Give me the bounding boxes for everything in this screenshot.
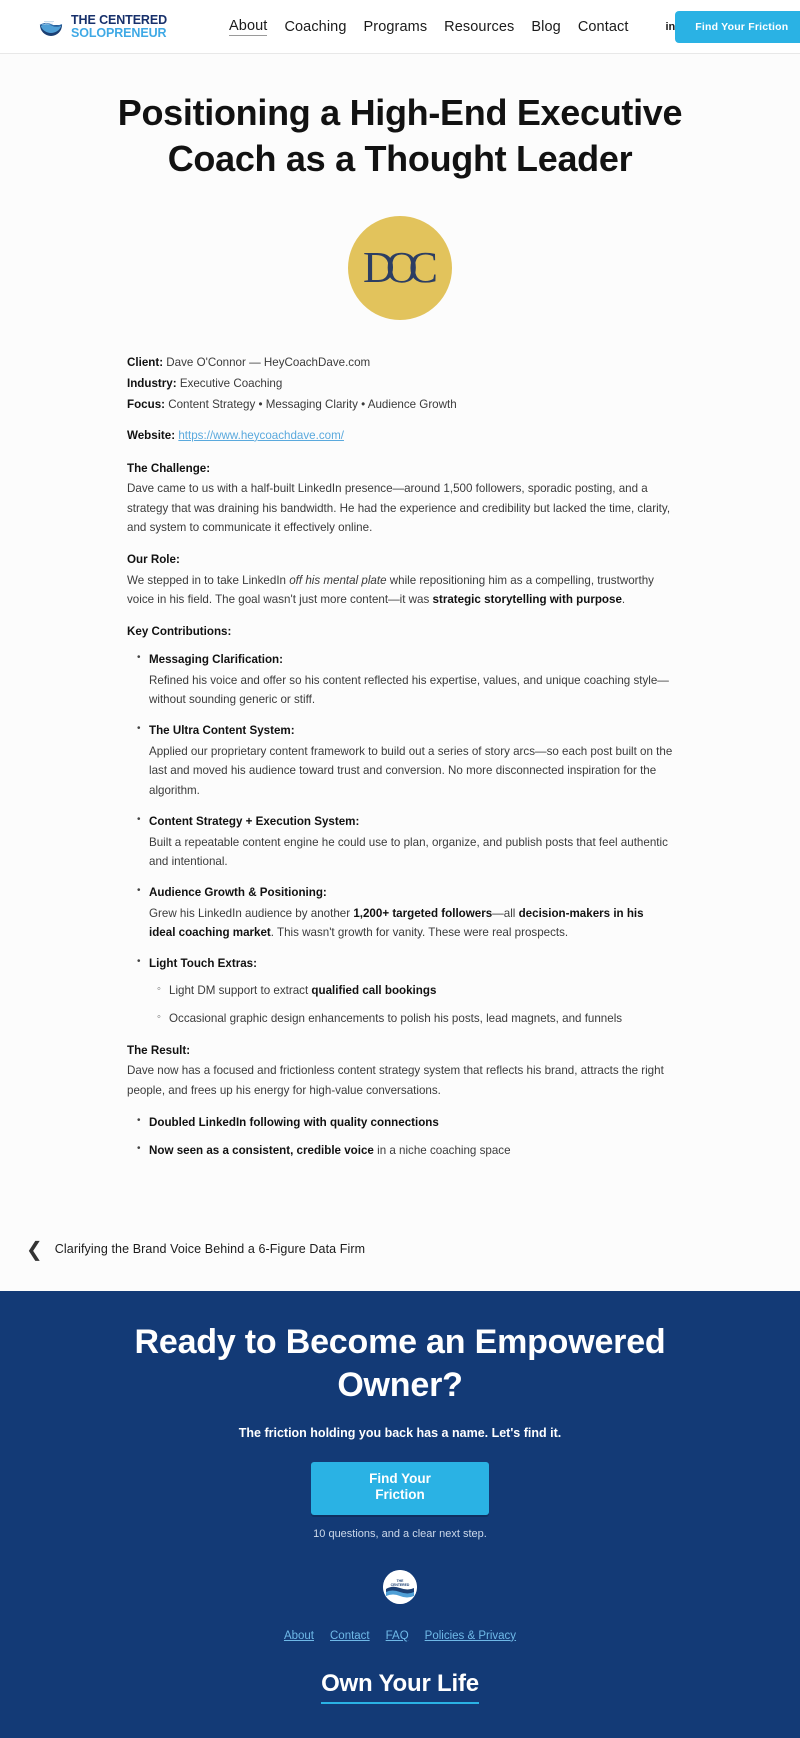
nav-item-programs[interactable]: Programs [363, 18, 428, 35]
meta-industry-label: Industry: [127, 377, 177, 391]
article-body [127, 320, 673, 1160]
post-navigation [0, 1169, 800, 1291]
brand-line-1: THE CENTERED [71, 12, 168, 27]
contribution-body: Built a repeatable content engine he could use to plan, organize, and publish posts that feel authentic and intentional. [149, 835, 668, 868]
list-item [149, 722, 673, 799]
results-list [127, 1114, 673, 1161]
extra-text: Light DM support to extract [169, 984, 312, 998]
footer-link-faq[interactable]: FAQ [385, 1629, 409, 1642]
role-text-bold: strategic storytelling with purpose [432, 593, 622, 607]
result-text: in a niche coaching space [373, 1143, 511, 1157]
contribution-text-1: Grew his LinkedIn audience by another [149, 906, 354, 920]
meta-industry-value: Executive Coaching [176, 377, 283, 391]
nav-item-about[interactable]: About [229, 17, 268, 34]
list-item [169, 1010, 673, 1029]
result-heading: The Result: [127, 1043, 191, 1057]
cta-subtitle: The friction holding you back has a name. Let's find it. [238, 1425, 562, 1440]
cta-find-your-friction-button[interactable] [311, 1462, 489, 1515]
linkedin-icon[interactable]: in [665, 20, 676, 33]
nav-item-contact[interactable]: Contact [577, 18, 629, 35]
meta-client-value: Dave O'Connor — HeyCoachDave.com [163, 356, 371, 370]
contributions-heading: Key Contributions: [127, 625, 232, 639]
contribution-bold-1: 1,200+ targeted followers [353, 906, 493, 920]
result-block [127, 1042, 673, 1161]
role-text-3: . [621, 593, 626, 607]
meta-focus [127, 396, 673, 415]
meta-focus-label: Focus: [127, 398, 166, 411]
meta-client [127, 354, 673, 373]
meta-industry [127, 375, 673, 394]
nav-item-blog[interactable]: Blog [531, 18, 561, 35]
role-heading: Our Role: [127, 553, 180, 567]
cta-button-line-2: Friction [375, 1487, 425, 1503]
svg-text:THE: THE [396, 1578, 404, 1583]
meta-website [127, 427, 673, 446]
svg-text:CENTERED: CENTERED [390, 1582, 410, 1587]
contribution-body: Applied our proprietary content framework to build out a series of story arcs—so each post built on the last and moved his audience toward trust and conversion. No more disconnected inspiration for the algorithm. [149, 745, 673, 797]
brand-logo[interactable] [38, 14, 167, 40]
chevron-left-icon[interactable]: ❮ [26, 1237, 43, 1262]
contribution-body [149, 904, 673, 942]
list-item [149, 955, 673, 1028]
footer-bowl-wave-icon [383, 1570, 417, 1604]
site-header [0, 0, 800, 54]
contribution-bold-2: decision-makers in his ideal coaching market [149, 906, 644, 940]
list-item [149, 884, 673, 942]
article-container [0, 54, 800, 1291]
role-text-2: while repositioning him as a compelling, trustworthy voice in his field. The goal wasn't just more content—it was [127, 573, 654, 607]
role-text-italic: off his mental plate [289, 573, 387, 587]
meta-website-label: Website: [127, 428, 176, 442]
client-website-link[interactable]: https://www.heycoachdave.com/ [178, 428, 344, 442]
contribution-title: • The Ultra Content System: [149, 724, 295, 738]
main-navigation [229, 18, 675, 36]
nav-item-coaching[interactable]: Coaching [284, 18, 347, 35]
contribution-text-3: . This wasn't growth for vanity. These were real prospects. [270, 926, 569, 940]
footer-link-about[interactable]: About [283, 1629, 314, 1642]
extra-bold: qualified call bookings [311, 984, 437, 998]
client-monogram: DOC [363, 243, 429, 293]
extra-text: Occasional graphic design enhancements to polish his posts, lead magnets, and funnels [169, 1011, 623, 1025]
footer-tagline-wrap [0, 1642, 800, 1704]
contribution-title: • Messaging Clarification: [149, 653, 283, 667]
result-body: Dave now has a focused and frictionless content strategy system that reflects his brand, attracts the right people, and frees up his energy for high-value conversations. [127, 1064, 664, 1097]
list-item [149, 1114, 673, 1133]
contributions-list [127, 651, 673, 1029]
list-item [149, 1142, 673, 1161]
footer-tagline: Own Your Life [321, 1670, 479, 1704]
result-bold: Doubled LinkedIn following with quality connections [149, 1115, 439, 1129]
contribution-title: • Light Touch Extras: [149, 957, 257, 971]
brand-line-2: SOLOPRENEUR [71, 25, 167, 40]
footer-logo-wrap [0, 1570, 800, 1604]
role-text-1: We stepped in to take LinkedIn [127, 573, 290, 587]
list-item [169, 982, 673, 1001]
cta-note: 10 questions, and a clear next step. [313, 1527, 487, 1540]
bowl-wave-icon [38, 16, 64, 38]
nav-item-resources[interactable]: Resources [444, 18, 515, 35]
page-title: Positioning a High-End Executive Coach as a Thought Leader [117, 92, 683, 179]
list-item [149, 651, 673, 709]
role-body [127, 571, 673, 609]
footer-link-contact[interactable]: Contact [330, 1629, 370, 1642]
footer-link-policies-privacy[interactable]: Policies & Privacy [424, 1629, 517, 1642]
result-bold: Now seen as a consistent, credible voice [149, 1143, 374, 1157]
brand-wordmark [71, 14, 167, 40]
contribution-title: • Content Strategy + Execution System: [149, 814, 360, 828]
cta-footer [0, 1291, 800, 1737]
contribution-text-2: —all [492, 906, 519, 920]
cta-button-line-1: Find Your [369, 1470, 431, 1486]
extras-sublist [149, 982, 673, 1029]
previous-post-link[interactable]: Clarifying the Brand Voice Behind a 6-Figure Data Firm [54, 1242, 366, 1257]
contribution-body: Refined his voice and offer so his content reflected his expertise, values, and unique coaching style—without sounding generic or stiff. [149, 673, 669, 707]
hero-logo-wrap [0, 216, 800, 320]
header-find-your-friction-button[interactable]: Find Your Friction [675, 11, 800, 43]
cta-title: Ready to Become an Empowered Owner? [134, 1323, 666, 1404]
contribution-title: • Audience Growth & Positioning: [149, 886, 327, 900]
meta-client-label: Client: [127, 356, 164, 370]
list-item [149, 813, 673, 871]
client-logo [348, 216, 452, 320]
meta-focus-value: Content Strategy • Messaging Clarity • Audience Growth [165, 398, 457, 411]
footer-links [0, 1630, 800, 1642]
challenge-heading: The Challenge: [127, 461, 211, 475]
challenge-body: Dave came to us with a half-built LinkedIn presence—around 1,500 followers, sporadic posting, and a strategy that was draining his bandwidth. He had the experience and credibility but lacked the time, clarity, and system to communicate it effectively online. [127, 482, 671, 534]
client-meta-block [127, 354, 673, 414]
